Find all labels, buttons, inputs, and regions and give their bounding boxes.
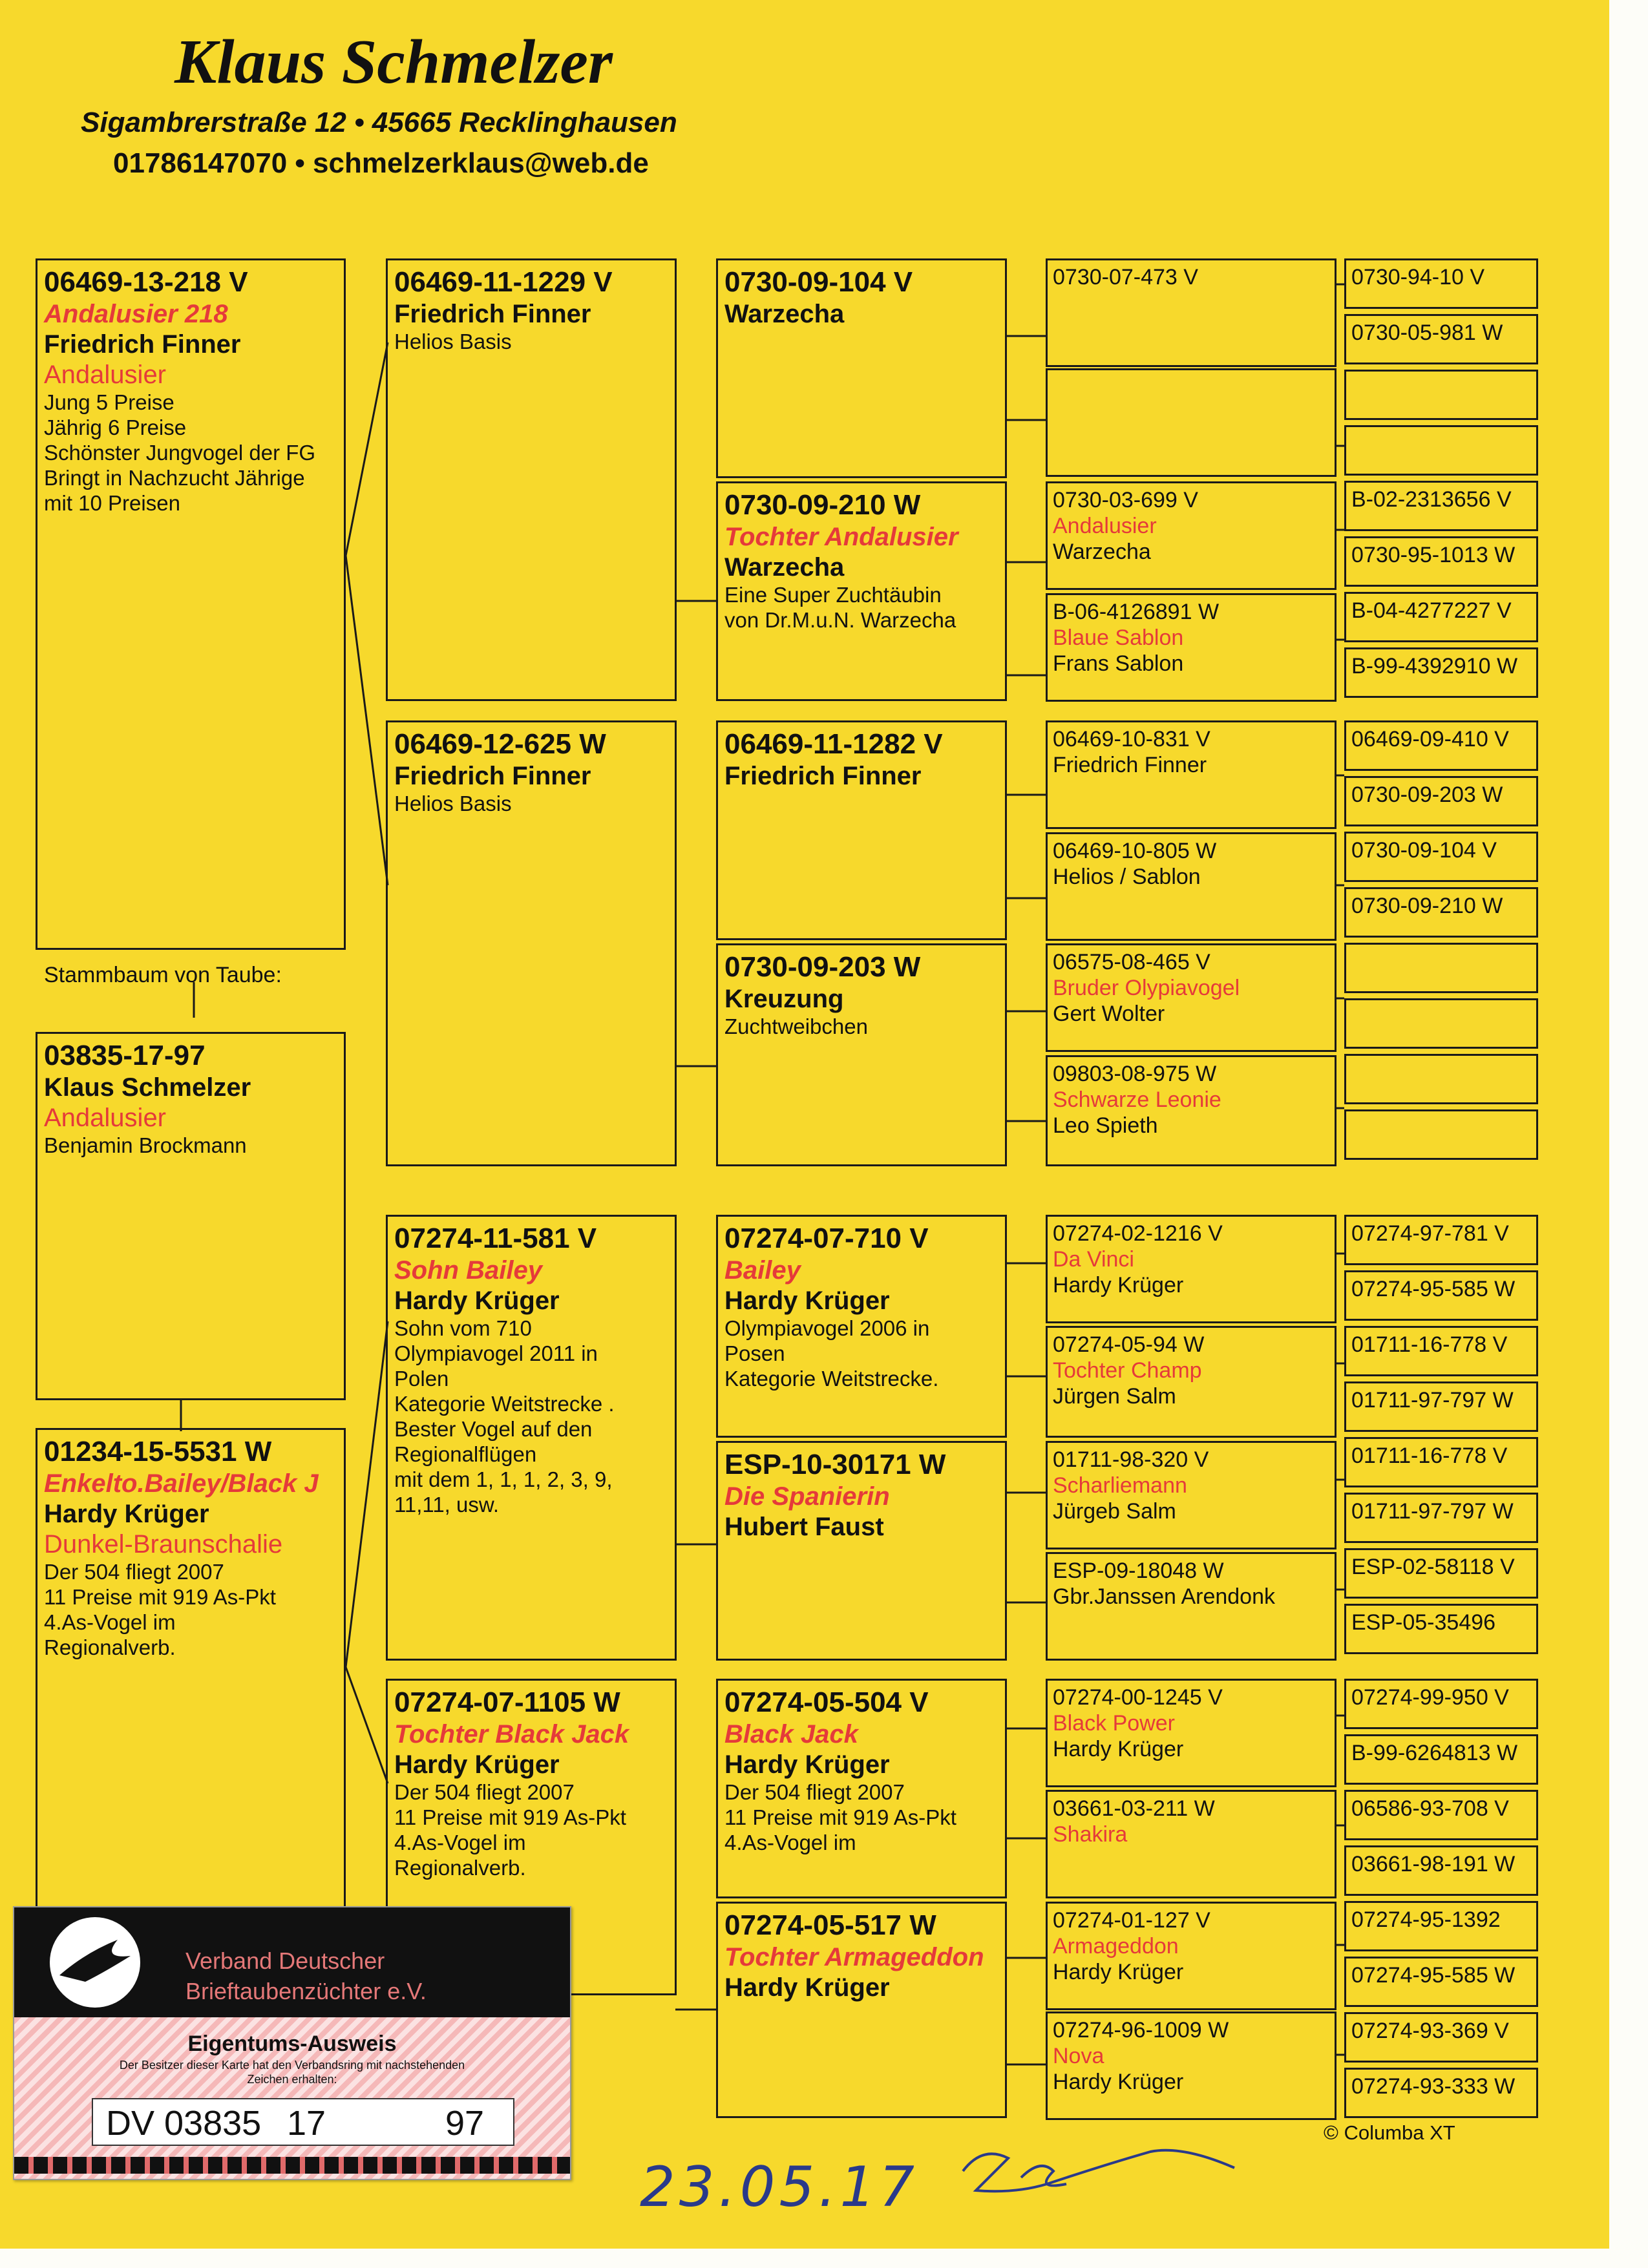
g4-card[interactable] [1046, 832, 1336, 941]
g5-card[interactable] [1344, 1437, 1538, 1487]
father-card[interactable] [36, 258, 346, 950]
card-subtitle: Der Besitzer dieser Karte hat den Verbandsring mit nachstehenden Zeichen erhalten: [119, 2059, 465, 2086]
g5-ring: 0730-94-10 V [1351, 265, 1485, 289]
g4-breeder: Friedrich Finner [1053, 753, 1207, 778]
g5-card[interactable] [1344, 720, 1538, 771]
mm-note: Regionalverb. [394, 1856, 526, 1880]
g4-name: Da Vinci [1053, 1247, 1134, 1272]
g3-breeder: Hardy Krüger [724, 1286, 890, 1316]
g5-ring: 07274-93-333 W [1351, 2074, 1516, 2099]
mother-note: 4.As-Vogel im [44, 1610, 176, 1635]
g5-card[interactable] [1344, 2012, 1538, 2063]
g3-note: Zuchtweibchen [724, 1014, 868, 1039]
father-note: Jung 5 Preise [44, 390, 174, 415]
g3-breeder: Friedrich Finner [724, 761, 922, 790]
g5-card[interactable] [1344, 943, 1538, 993]
g3-name: Bailey [724, 1255, 801, 1285]
g4-ring: 06575-08-465 V [1053, 950, 1210, 974]
g5-ring: 0730-09-104 V [1351, 838, 1497, 863]
g4-breeder: Hardy Krüger [1053, 2070, 1184, 2095]
pedigree-caption: Stammbaum von Taube: [44, 963, 282, 987]
mother-card[interactable] [36, 1428, 346, 1926]
g5-ring: 01711-16-778 V [1351, 1332, 1508, 1357]
g5-card[interactable] [1344, 2068, 1538, 2118]
fm-breeder: Friedrich Finner [394, 761, 591, 790]
g5-ring: ESP-05-35496 [1351, 1610, 1496, 1635]
g4-name: Schwarze Leonie [1053, 1087, 1221, 1113]
g4-card[interactable] [1046, 1215, 1336, 1323]
card-org-line: Verband Deutscher [185, 1948, 385, 1974]
fm-note: Helios Basis [394, 792, 512, 816]
grandmother-paternal-card[interactable] [386, 720, 677, 1166]
g3-note: Eine Super Zuchtäubin [724, 583, 942, 607]
g5-card[interactable] [1344, 1734, 1538, 1785]
g5-ring: ESP-02-58118 V [1351, 1555, 1515, 1579]
mother-note: Regionalverb. [44, 1635, 176, 1660]
card-prefix: DV [106, 2104, 155, 2143]
g5-ring: 07274-95-1392 [1351, 1907, 1501, 1932]
breeder-name: Klaus Schmelzer [174, 27, 613, 97]
g3-ring: 0730-09-210 W [724, 489, 921, 521]
card-num2: 17 [287, 2104, 326, 2143]
g5-card[interactable] [1344, 592, 1538, 642]
mm-breeder: Hardy Krüger [394, 1750, 560, 1780]
g4-ring: 07274-02-1216 V [1053, 1221, 1223, 1246]
g5-ring: 0730-09-210 W [1351, 894, 1503, 918]
g5-card[interactable] [1344, 887, 1538, 938]
g4-name: Scharliemann [1053, 1473, 1187, 1498]
g4-breeder: Warzecha [1053, 540, 1151, 565]
g5-card[interactable] [1344, 1679, 1538, 1729]
g4-name: Black Power [1053, 1711, 1175, 1736]
g5-card[interactable] [1344, 1381, 1538, 1432]
g5-ring: 07274-95-585 W [1351, 1963, 1516, 1988]
card-header [14, 1907, 570, 2017]
g4-ring: 06469-10-805 W [1053, 839, 1217, 863]
subject-name: Andalusier [44, 1104, 167, 1133]
g5-card[interactable] [1344, 425, 1538, 476]
g5-card[interactable] [1344, 998, 1538, 1049]
ff-breeder: Friedrich Finner [394, 299, 591, 328]
signature-mark [937, 2132, 1260, 2210]
g3-breeder: Hardy Krüger [724, 1973, 890, 2002]
g5-ring: 0730-95-1013 W [1351, 543, 1516, 567]
g4-breeder: Hardy Krüger [1053, 1960, 1184, 1985]
father-breeder: Friedrich Finner [44, 330, 241, 359]
g5-ring: B-04-4277227 V [1351, 598, 1512, 623]
g4-card[interactable] [1046, 481, 1336, 590]
mother-ring: 01234-15-5531 W [44, 1436, 272, 1467]
g5-card[interactable] [1344, 1493, 1538, 1543]
g4-breeder: Frans Sablon [1053, 651, 1184, 677]
g3-note: Der 504 fliegt 2007 [724, 1780, 905, 1805]
g4-ring: 07274-96-1009 W [1053, 2018, 1229, 2042]
g4-card[interactable] [1046, 720, 1336, 829]
g5-card[interactable] [1344, 1109, 1538, 1160]
father-note: Schönster Jungvogel der FG [44, 441, 316, 465]
g5-card[interactable] [1344, 370, 1538, 420]
mf-note: Kategorie Weitstrecke . [394, 1392, 615, 1416]
g3-note: 11 Preise mit 919 As-Pkt [724, 1805, 956, 1830]
card-pattern-border [14, 2157, 570, 2174]
g4-name: Shakira [1053, 1822, 1128, 1847]
g3-ring: 0730-09-203 W [724, 951, 921, 983]
g3-breeder: Warzecha [724, 553, 845, 582]
g5-card[interactable] [1344, 1790, 1538, 1840]
g4-ring: 0730-03-699 V [1053, 488, 1198, 512]
g5-ring: 07274-95-585 W [1351, 1277, 1516, 1301]
g4-name: Andalusier [1053, 514, 1157, 539]
g4-breeder: Leo Spieth [1053, 1113, 1158, 1139]
g4-card[interactable] [1046, 1441, 1336, 1549]
mother-color: Dunkel-Braunschalie [44, 1530, 283, 1559]
g4-breeder: Hardy Krüger [1053, 1737, 1184, 1762]
g5-ring: 06469-09-410 V [1351, 727, 1509, 751]
g3-card-3[interactable] [716, 720, 1007, 940]
g4-name: Tochter Champ [1053, 1358, 1202, 1383]
g4-ring: 07274-00-1245 V [1053, 1685, 1223, 1710]
g3-ring: ESP-10-30171 W [724, 1449, 946, 1480]
g5-card[interactable] [1344, 314, 1538, 364]
g5-card[interactable] [1344, 832, 1538, 882]
g5-ring: 0730-05-981 W [1351, 320, 1503, 345]
g3-card-4[interactable] [716, 943, 1007, 1166]
g3-note: Olympiavogel 2006 in [724, 1316, 930, 1341]
g4-breeder: Helios / Sablon [1053, 865, 1201, 890]
g5-ring: 07274-99-950 V [1351, 1685, 1509, 1710]
g3-card-2[interactable] [716, 481, 1007, 701]
mother-note: 11 Preise mit 919 As-Pkt [44, 1585, 276, 1610]
mm-note: 4.As-Vogel im [394, 1831, 526, 1855]
mf-ring: 07274-11-581 V [394, 1223, 597, 1254]
ff-note: Helios Basis [394, 330, 512, 354]
father-note: Jährig 6 Preise [44, 415, 187, 440]
breeder-address: Sigambrerstraße 12 • 45665 Recklinghausen [81, 107, 677, 138]
g4-breeder: Gert Wolter [1053, 1002, 1165, 1027]
g3-note: Kategorie Weitstrecke. [724, 1367, 939, 1391]
g3-card-5[interactable] [716, 1215, 1007, 1438]
g5-card[interactable] [1344, 1901, 1538, 1951]
g5-card[interactable] [1344, 1604, 1538, 1654]
g5-card[interactable] [1344, 1957, 1538, 2007]
g4-ring: 06469-10-831 V [1053, 727, 1210, 751]
card-num3: 97 [445, 2104, 485, 2143]
g4-card[interactable] [1046, 1055, 1336, 1166]
g4-ring: 01711-98-320 V [1053, 1447, 1209, 1472]
mother-name: Enkelto.Bailey/Black J [44, 1469, 319, 1498]
g4-ring: ESP-09-18048 W [1053, 1559, 1224, 1583]
father-ring: 06469-13-218 V [44, 266, 248, 298]
grandfather-maternal-card[interactable] [386, 1215, 677, 1661]
grandfather-paternal-card[interactable] [386, 258, 677, 701]
g3-breeder: Warzecha [724, 299, 845, 328]
g3-card-8[interactable] [716, 1902, 1007, 2118]
g3-name: Tochter Andalusier [724, 522, 958, 551]
g5-card[interactable] [1344, 1270, 1538, 1321]
father-color: Andalusier [44, 361, 167, 390]
subject-card[interactable] [36, 1032, 346, 1400]
g3-name: Tochter Armageddon [724, 1942, 984, 1971]
mf-note: Polen [394, 1367, 449, 1391]
g5-ring: 01711-97-797 W [1351, 1499, 1514, 1524]
g3-ring: 07274-07-710 V [724, 1223, 929, 1254]
fm-ring: 06469-12-625 W [394, 728, 606, 760]
g5-card[interactable] [1344, 258, 1538, 309]
g3-card-6[interactable] [716, 1441, 1007, 1661]
g4-name: Bruder Olypiavogel [1053, 976, 1240, 1001]
g3-note: Posen [724, 1341, 785, 1366]
mm-ring: 07274-07-1105 W [394, 1686, 620, 1718]
ownership-card[interactable] [13, 1906, 571, 2180]
g5-card[interactable] [1344, 1054, 1538, 1104]
g5-card[interactable] [1344, 1326, 1538, 1376]
g5-card[interactable] [1344, 536, 1538, 587]
g4-name: Blaue Sablon [1053, 625, 1184, 651]
card-title: Eigentums-Ausweis [187, 2032, 397, 2056]
pigeon-logo-icon [40, 1914, 150, 2011]
g4-card[interactable] [1046, 1552, 1336, 1661]
g3-breeder: Kreuzung [724, 984, 844, 1013]
subject-breeder: Klaus Schmelzer [44, 1073, 251, 1102]
signature-date: 23.05.17 [640, 2155, 918, 2220]
mm-name: Tochter Black Jack [394, 1719, 629, 1748]
g4-ring: 07274-05-94 W [1053, 1332, 1205, 1357]
mf-note: Sohn vom 710 [394, 1316, 532, 1341]
g4-ring: 09803-08-975 W [1053, 1062, 1217, 1086]
g5-ring: 01711-16-778 V [1351, 1444, 1508, 1468]
breeder-contact: 01786147070 • schmelzerklaus@web.de [113, 147, 649, 179]
mf-note: Regionalflügen [394, 1442, 537, 1466]
g5-card[interactable] [1344, 776, 1538, 826]
g3-ring: 06469-11-1282 V [724, 728, 943, 760]
mm-note: Der 504 fliegt 2007 [394, 1780, 575, 1805]
g3-note: von Dr.M.u.N. Warzecha [724, 608, 956, 633]
mf-name: Sohn Bailey [394, 1255, 542, 1285]
subject-note: Benjamin Brockmann [44, 1133, 247, 1158]
g4-card[interactable] [1046, 1679, 1336, 1787]
father-note: Bringt in Nachzucht Jährige mit 10 Preisen [44, 466, 305, 516]
g4-breeder: Jürgeb Salm [1053, 1499, 1176, 1524]
g4-breeder: Hardy Krüger [1053, 1273, 1184, 1298]
g4-card[interactable] [1046, 1902, 1336, 2010]
card-num1: 03835 [164, 2104, 262, 2143]
g5-ring: 06586-93-708 V [1351, 1796, 1509, 1821]
g4-breeder: Jürgen Salm [1053, 1384, 1176, 1409]
g5-card[interactable] [1344, 647, 1538, 698]
g5-ring: 0730-09-203 W [1351, 782, 1503, 807]
g5-ring: B-99-4392910 W [1351, 654, 1518, 678]
g3-breeder: Hubert Faust [724, 1513, 884, 1542]
mother-note: Der 504 fliegt 2007 [44, 1560, 224, 1584]
g3-note: 4.As-Vogel im [724, 1831, 856, 1855]
card-ring-number [92, 2098, 514, 2146]
g4-card[interactable] [1046, 2011, 1336, 2120]
g4-breeder: Gbr.Janssen Arendonk [1053, 1584, 1276, 1610]
mf-note: Bester Vogel auf den [394, 1417, 593, 1442]
g3-ring: 0730-09-104 V [724, 266, 913, 298]
g4-ring: 07274-01-127 V [1053, 1908, 1210, 1933]
g5-card[interactable] [1344, 481, 1538, 531]
copyright: © Columba XT [1324, 2121, 1455, 2144]
g4-ring: 03661-03-211 W [1053, 1796, 1215, 1821]
mf-note: mit dem 1, 1, 1, 2, 3, 9, [394, 1467, 613, 1491]
mm-note: 11 Preise mit 919 As-Pkt [394, 1805, 626, 1830]
mother-breeder: Hardy Krüger [44, 1500, 209, 1529]
g4-card[interactable] [1046, 593, 1336, 702]
g4-ring: 0730-07-473 V [1053, 265, 1198, 289]
g5-ring: B-02-2313656 V [1351, 487, 1512, 512]
g5-ring: 03661-98-191 W [1351, 1852, 1516, 1876]
g5-card[interactable] [1344, 1548, 1538, 1599]
g4-name: Nova [1053, 2044, 1104, 2069]
g3-name: Black Jack [724, 1719, 858, 1748]
mf-note: Olympiavogel 2011 in [394, 1341, 598, 1366]
g4-ring: B-06-4126891 W [1053, 600, 1220, 624]
g5-card[interactable] [1344, 1845, 1538, 1896]
card-org-line: Brieftaubenzüchter e.V. [185, 1977, 427, 2004]
g5-ring: B-99-6264813 W [1351, 1741, 1518, 1765]
g3-breeder: Hardy Krüger [724, 1750, 890, 1780]
g5-card[interactable] [1344, 1215, 1538, 1265]
father-name: Andalusier 218 [44, 299, 228, 328]
g5-ring: 07274-93-369 V [1351, 2019, 1509, 2043]
card-org [185, 1946, 427, 2007]
g4-card[interactable] [1046, 1326, 1336, 1438]
g4-card[interactable] [1046, 368, 1336, 477]
ff-ring: 06469-11-1229 V [394, 266, 613, 298]
g3-card-7[interactable] [716, 1679, 1007, 1898]
g3-ring: 07274-05-517 W [724, 1909, 936, 1941]
subject-ring: 03835-17-97 [44, 1040, 206, 1071]
g5-ring: 07274-97-781 V [1351, 1221, 1509, 1246]
g5-ring: 01711-97-797 W [1351, 1388, 1514, 1412]
g4-card[interactable] [1046, 258, 1336, 367]
g4-name: Armageddon [1053, 1934, 1179, 1959]
mf-note: 11,11, usw. [394, 1492, 500, 1517]
mf-breeder: Hardy Krüger [394, 1286, 560, 1316]
g4-card[interactable] [1046, 943, 1336, 1052]
g3-card-1[interactable] [716, 258, 1007, 478]
g3-name: Die Spanierin [724, 1482, 890, 1511]
g3-ring: 07274-05-504 V [724, 1686, 929, 1718]
g4-card[interactable] [1046, 1790, 1336, 1898]
